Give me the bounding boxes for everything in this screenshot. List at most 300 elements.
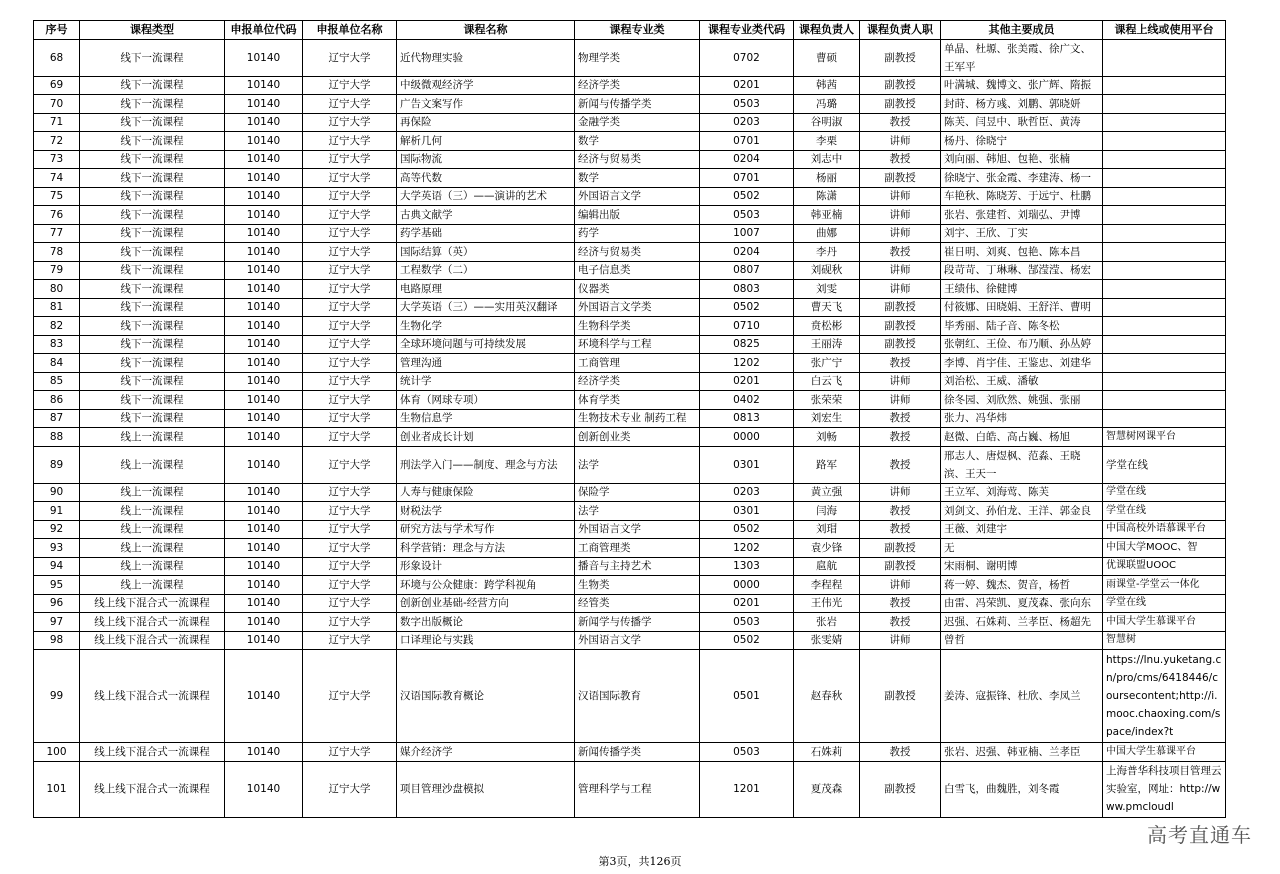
cell-lead-title: 讲师 <box>860 261 941 280</box>
cell-major-category: 数学 <box>575 132 700 151</box>
cell-major-category: 播音与主持艺术 <box>575 557 700 576</box>
cell-course-type: 线上一流课程 <box>80 557 225 576</box>
cell-lead-title: 讲师 <box>860 132 941 151</box>
cell-platform: 智慧树网课平台 <box>1103 428 1226 447</box>
cell-course-type: 线下一流课程 <box>80 335 225 354</box>
cell-major-code: 0502 <box>700 187 794 206</box>
cell-major-code: 1201 <box>700 761 794 817</box>
cell-major-code: 0503 <box>700 613 794 632</box>
cell-lead: 张广宁 <box>794 354 860 373</box>
cell-lead-title: 副教授 <box>860 76 941 95</box>
cell-unit-name: 辽宁大学 <box>303 261 397 280</box>
cell-course-name: 药学基础 <box>397 224 575 243</box>
cell-members: 段苛苛、丁琳琳、郜滢滢、杨宏 <box>941 261 1103 280</box>
table-row <box>34 594 1226 613</box>
cell-index: 80 <box>34 280 80 299</box>
cell-lead-title: 讲师 <box>860 631 941 650</box>
cell-unit-code: 10140 <box>225 76 303 95</box>
cell-lead-title: 教授 <box>860 520 941 539</box>
cell-course-type: 线上一流课程 <box>80 483 225 502</box>
cell-major-code: 0301 <box>700 446 794 483</box>
cell-lead: 刘雯 <box>794 280 860 299</box>
cell-platform: 智慧树 <box>1103 631 1226 650</box>
cell-index: 70 <box>34 95 80 114</box>
table-row <box>34 335 1226 354</box>
table-row <box>34 743 1226 762</box>
cell-index: 99 <box>34 650 80 743</box>
cell-unit-name: 辽宁大学 <box>303 743 397 762</box>
cell-lead-title: 教授 <box>860 613 941 632</box>
cell-lead-title: 副教授 <box>860 557 941 576</box>
cell-lead: 陈潇 <box>794 187 860 206</box>
cell-members: 徐冬园、刘欣然、姚强、张丽 <box>941 391 1103 410</box>
cell-lead: 白云飞 <box>794 372 860 391</box>
cell-lead-title: 教授 <box>860 243 941 262</box>
table-row <box>34 520 1226 539</box>
cell-members: 张朝红、王俭、布乃顺、孙丛婷 <box>941 335 1103 354</box>
cell-unit-code: 10140 <box>225 502 303 521</box>
cell-index: 85 <box>34 372 80 391</box>
cell-course-name: 中级微观经济学 <box>397 76 575 95</box>
cell-lead-title: 教授 <box>860 409 941 428</box>
cell-course-type: 线下一流课程 <box>80 354 225 373</box>
cell-unit-name: 辽宁大学 <box>303 132 397 151</box>
cell-course-type: 线上一流课程 <box>80 576 225 595</box>
cell-course-type: 线上一流课程 <box>80 520 225 539</box>
cell-course-name: 口译理论与实践 <box>397 631 575 650</box>
cell-index: 96 <box>34 594 80 613</box>
cell-lead-title: 副教授 <box>860 761 941 817</box>
cell-unit-code: 10140 <box>225 206 303 225</box>
cell-course-type: 线上线下混合式一流课程 <box>80 594 225 613</box>
cell-course-name: 生物信息学 <box>397 409 575 428</box>
cell-index: 93 <box>34 539 80 558</box>
table-row <box>34 95 1226 114</box>
cell-major-category: 法学 <box>575 502 700 521</box>
cell-major-code: 0825 <box>700 335 794 354</box>
table-row <box>34 280 1226 299</box>
table-row <box>34 576 1226 595</box>
cell-lead: 张雯婧 <box>794 631 860 650</box>
cell-index: 83 <box>34 335 80 354</box>
cell-platform: 上海普华科技项目管理云实验室，网址：http://www.pmcloudl <box>1103 761 1226 817</box>
cell-major-code: 0301 <box>700 502 794 521</box>
cell-major-code: 0204 <box>700 150 794 169</box>
cell-members: 崔日明、刘爽、包艳、陈本昌 <box>941 243 1103 262</box>
cell-lead: 刘砚秋 <box>794 261 860 280</box>
cell-course-name: 国际结算（英） <box>397 243 575 262</box>
cell-unit-name: 辽宁大学 <box>303 557 397 576</box>
cell-unit-code: 10140 <box>225 761 303 817</box>
cell-lead: 韩亚楠 <box>794 206 860 225</box>
cell-unit-code: 10140 <box>225 298 303 317</box>
cell-index: 89 <box>34 446 80 483</box>
cell-unit-name: 辽宁大学 <box>303 224 397 243</box>
cell-lead-title: 教授 <box>860 594 941 613</box>
cell-course-name: 高等代数 <box>397 169 575 188</box>
cell-platform: 学堂在线 <box>1103 594 1226 613</box>
cell-lead: 袁少锋 <box>794 539 860 558</box>
table-row <box>34 76 1226 95</box>
cell-lead-title: 讲师 <box>860 187 941 206</box>
cell-major-code: 0503 <box>700 743 794 762</box>
cell-lead-title: 教授 <box>860 428 941 447</box>
cell-lead: 张荣荣 <box>794 391 860 410</box>
cell-platform <box>1103 95 1226 114</box>
cell-members: 杨丹、徐晓宁 <box>941 132 1103 151</box>
cell-lead-title: 副教授 <box>860 335 941 354</box>
cell-major-code: 0501 <box>700 650 794 743</box>
cell-members: 王薇、刘建宇 <box>941 520 1103 539</box>
cell-major-code: 0502 <box>700 631 794 650</box>
cell-major-code: 0000 <box>700 428 794 447</box>
cell-lead: 刘宏生 <box>794 409 860 428</box>
cell-major-category: 经济学类 <box>575 372 700 391</box>
cell-lead-title: 副教授 <box>860 317 941 336</box>
cell-lead: 夏茂森 <box>794 761 860 817</box>
cell-course-type: 线下一流课程 <box>80 280 225 299</box>
cell-unit-code: 10140 <box>225 557 303 576</box>
cell-major-code: 1303 <box>700 557 794 576</box>
cell-major-category: 编辑出版 <box>575 206 700 225</box>
cell-lead: 谷明淑 <box>794 113 860 132</box>
cell-unit-code: 10140 <box>225 539 303 558</box>
cell-index: 72 <box>34 132 80 151</box>
cell-platform <box>1103 335 1226 354</box>
cell-members: 张岩、迟强、韩亚楠、兰孝臣 <box>941 743 1103 762</box>
cell-lead-title: 副教授 <box>860 539 941 558</box>
cell-course-type: 线上线下混合式一流课程 <box>80 650 225 743</box>
cell-major-code: 0203 <box>700 113 794 132</box>
cell-members: 刘向丽、韩旭、包艳、张楠 <box>941 150 1103 169</box>
cell-members: 刘宇、王欣、丁实 <box>941 224 1103 243</box>
cell-unit-code: 10140 <box>225 631 303 650</box>
cell-course-type: 线下一流课程 <box>80 113 225 132</box>
cell-members: 邢志人、唐煜枫、范淼、王晓滨、王天一 <box>941 446 1103 483</box>
cell-major-category: 工商管理类 <box>575 539 700 558</box>
header-members: 其他主要成员 <box>941 21 1103 40</box>
cell-members: 封莳、杨方彧、刘鹏、郭晓妍 <box>941 95 1103 114</box>
cell-members: 李博、肖宇佳、王鉴忠、刘建华 <box>941 354 1103 373</box>
cell-platform <box>1103 187 1226 206</box>
cell-lead-title: 讲师 <box>860 224 941 243</box>
cell-unit-code: 10140 <box>225 280 303 299</box>
cell-unit-name: 辽宁大学 <box>303 650 397 743</box>
cell-index: 100 <box>34 743 80 762</box>
cell-platform <box>1103 224 1226 243</box>
cell-course-name: 工程数学（二） <box>397 261 575 280</box>
cell-major-code: 0701 <box>700 132 794 151</box>
cell-members: 无 <box>941 539 1103 558</box>
cell-major-category: 药学 <box>575 224 700 243</box>
table-row <box>34 224 1226 243</box>
cell-major-category: 外国语言文学类 <box>575 298 700 317</box>
cell-members: 张岩、张建哲、刘瑞弘、尹博 <box>941 206 1103 225</box>
cell-index: 91 <box>34 502 80 521</box>
cell-major-category: 经济与贸易类 <box>575 150 700 169</box>
cell-unit-code: 10140 <box>225 113 303 132</box>
cell-major-category: 金融学类 <box>575 113 700 132</box>
cell-course-name: 研究方法与学术写作 <box>397 520 575 539</box>
cell-index: 74 <box>34 169 80 188</box>
header-lead-title: 课程负责人职 <box>860 21 941 40</box>
cell-course-name: 刑法学入门——制度、理念与方法 <box>397 446 575 483</box>
cell-unit-code: 10140 <box>225 95 303 114</box>
cell-index: 82 <box>34 317 80 336</box>
cell-major-code: 0201 <box>700 76 794 95</box>
table-row <box>34 409 1226 428</box>
cell-major-code: 0502 <box>700 520 794 539</box>
cell-unit-name: 辽宁大学 <box>303 187 397 206</box>
cell-lead-title: 教授 <box>860 113 941 132</box>
cell-unit-code: 10140 <box>225 743 303 762</box>
cell-platform <box>1103 317 1226 336</box>
cell-course-name: 广告文案写作 <box>397 95 575 114</box>
cell-lead: 王丽涛 <box>794 335 860 354</box>
cell-unit-name: 辽宁大学 <box>303 206 397 225</box>
cell-major-category: 生物技术专业 制药工程 <box>575 409 700 428</box>
cell-unit-name: 辽宁大学 <box>303 576 397 595</box>
cell-platform <box>1103 169 1226 188</box>
cell-unit-name: 辽宁大学 <box>303 502 397 521</box>
header-unit-name: 申报单位名称 <box>303 21 397 40</box>
cell-index: 84 <box>34 354 80 373</box>
table-row <box>34 483 1226 502</box>
cell-members: 姜涛、寇振锋、杜欣、李凤兰 <box>941 650 1103 743</box>
cell-unit-code: 10140 <box>225 372 303 391</box>
cell-course-type: 线上线下混合式一流课程 <box>80 631 225 650</box>
cell-course-name: 管理沟通 <box>397 354 575 373</box>
header-major-category: 课程专业类 <box>575 21 700 40</box>
cell-major-code: 0710 <box>700 317 794 336</box>
cell-index: 69 <box>34 76 80 95</box>
cell-index: 94 <box>34 557 80 576</box>
cell-lead-title: 副教授 <box>860 39 941 76</box>
cell-unit-code: 10140 <box>225 317 303 336</box>
cell-lead-title: 教授 <box>860 743 941 762</box>
cell-platform <box>1103 150 1226 169</box>
cell-course-type: 线下一流课程 <box>80 206 225 225</box>
cell-major-code: 0201 <box>700 372 794 391</box>
cell-unit-code: 10140 <box>225 613 303 632</box>
cell-lead: 闫海 <box>794 502 860 521</box>
cell-lead: 韩茜 <box>794 76 860 95</box>
cell-platform: 中国大学生慕课平台 <box>1103 743 1226 762</box>
cell-unit-name: 辽宁大学 <box>303 613 397 632</box>
cell-platform <box>1103 206 1226 225</box>
cell-course-name: 解析几何 <box>397 132 575 151</box>
cell-unit-name: 辽宁大学 <box>303 335 397 354</box>
cell-index: 81 <box>34 298 80 317</box>
table-header-row <box>34 21 1226 40</box>
cell-platform <box>1103 113 1226 132</box>
cell-members: 叶满城、魏博文、张广辉、隋振 <box>941 76 1103 95</box>
cell-unit-code: 10140 <box>225 428 303 447</box>
cell-index: 71 <box>34 113 80 132</box>
cell-unit-code: 10140 <box>225 243 303 262</box>
cell-index: 75 <box>34 187 80 206</box>
cell-unit-name: 辽宁大学 <box>303 594 397 613</box>
cell-platform <box>1103 298 1226 317</box>
cell-major-code: 0701 <box>700 169 794 188</box>
cell-unit-name: 辽宁大学 <box>303 317 397 336</box>
cell-course-name: 财税法学 <box>397 502 575 521</box>
table-row <box>34 354 1226 373</box>
cell-course-name: 大学英语（三）——实用英汉翻译 <box>397 298 575 317</box>
cell-unit-code: 10140 <box>225 650 303 743</box>
cell-course-name: 全球环境问题与可持续发展 <box>397 335 575 354</box>
cell-lead-title: 教授 <box>860 502 941 521</box>
cell-course-name: 创新创业基础-经营方向 <box>397 594 575 613</box>
cell-unit-name: 辽宁大学 <box>303 761 397 817</box>
cell-unit-code: 10140 <box>225 132 303 151</box>
cell-course-type: 线下一流课程 <box>80 224 225 243</box>
cell-course-name: 近代物理实验 <box>397 39 575 76</box>
cell-unit-code: 10140 <box>225 224 303 243</box>
cell-major-category: 新闻学与传播学 <box>575 613 700 632</box>
cell-lead-title: 讲师 <box>860 280 941 299</box>
table-row <box>34 502 1226 521</box>
cell-lead: 扈航 <box>794 557 860 576</box>
course-table <box>33 20 1226 818</box>
cell-lead: 刘志中 <box>794 150 860 169</box>
cell-members: 刘治松、王威、潘敏 <box>941 372 1103 391</box>
page-number: 第3页，共126页 <box>598 855 682 868</box>
cell-lead-title: 教授 <box>860 446 941 483</box>
cell-course-type: 线下一流课程 <box>80 150 225 169</box>
cell-members: 陈芙、闫昱中、耿哲臣、黄涛 <box>941 113 1103 132</box>
cell-members: 徐晓宁、张金霞、李建涛、杨一 <box>941 169 1103 188</box>
cell-members: 由雷、冯荣凯、夏茂森、张向东 <box>941 594 1103 613</box>
table-row <box>34 243 1226 262</box>
cell-major-category: 物理学类 <box>575 39 700 76</box>
cell-members: 蒋一婷、魏杰、贺音，杨哲 <box>941 576 1103 595</box>
cell-platform <box>1103 372 1226 391</box>
cell-members: 车艳秋、陈晓芳、于远宁、杜鹏 <box>941 187 1103 206</box>
cell-major-category: 仪器类 <box>575 280 700 299</box>
cell-course-name: 电路原理 <box>397 280 575 299</box>
cell-major-category: 管理科学与工程 <box>575 761 700 817</box>
cell-course-type: 线下一流课程 <box>80 132 225 151</box>
cell-course-name: 国际物流 <box>397 150 575 169</box>
cell-course-name: 媒介经济学 <box>397 743 575 762</box>
cell-unit-code: 10140 <box>225 335 303 354</box>
table-row <box>34 317 1226 336</box>
cell-course-name: 环境与公众健康：跨学科视角 <box>397 576 575 595</box>
cell-platform <box>1103 76 1226 95</box>
cell-major-category: 体育学类 <box>575 391 700 410</box>
cell-major-code: 0402 <box>700 391 794 410</box>
cell-major-category: 汉语国际教育 <box>575 650 700 743</box>
cell-major-code: 0807 <box>700 261 794 280</box>
cell-major-category: 新闻传播学类 <box>575 743 700 762</box>
cell-course-name: 再保险 <box>397 113 575 132</box>
cell-course-name: 古典文献学 <box>397 206 575 225</box>
cell-unit-name: 辽宁大学 <box>303 39 397 76</box>
cell-unit-code: 10140 <box>225 39 303 76</box>
table-row <box>34 113 1226 132</box>
cell-unit-code: 10140 <box>225 354 303 373</box>
cell-members: 单晶、杜塬、张美霞、徐广文、王军平 <box>941 39 1103 76</box>
table-row <box>34 650 1226 743</box>
cell-members: 宋雨桐、谢明博 <box>941 557 1103 576</box>
cell-course-name: 形象设计 <box>397 557 575 576</box>
table-row <box>34 206 1226 225</box>
cell-index: 73 <box>34 150 80 169</box>
cell-major-category: 经济学类 <box>575 76 700 95</box>
cell-major-code: 0000 <box>700 576 794 595</box>
cell-major-category: 工商管理 <box>575 354 700 373</box>
cell-major-category: 数学 <box>575 169 700 188</box>
table-row <box>34 39 1226 76</box>
cell-platform: 学堂在线 <box>1103 446 1226 483</box>
cell-course-type: 线下一流课程 <box>80 95 225 114</box>
cell-course-type: 线下一流课程 <box>80 372 225 391</box>
table-row <box>34 169 1226 188</box>
cell-major-code: 1007 <box>700 224 794 243</box>
cell-course-name: 统计学 <box>397 372 575 391</box>
cell-major-code: 0502 <box>700 298 794 317</box>
cell-course-type: 线下一流课程 <box>80 261 225 280</box>
table-row <box>34 557 1226 576</box>
cell-unit-name: 辽宁大学 <box>303 280 397 299</box>
table-row <box>34 298 1226 317</box>
cell-major-category: 外国语言文学 <box>575 187 700 206</box>
cell-index: 68 <box>34 39 80 76</box>
table-row <box>34 150 1226 169</box>
cell-course-name: 数字出版概论 <box>397 613 575 632</box>
header-major-code: 课程专业类代码 <box>700 21 794 40</box>
watermark: 高考直通车 <box>1147 823 1252 847</box>
cell-major-code: 0702 <box>700 39 794 76</box>
cell-course-type: 线上线下混合式一流课程 <box>80 613 225 632</box>
cell-major-code: 0201 <box>700 594 794 613</box>
cell-unit-name: 辽宁大学 <box>303 95 397 114</box>
cell-major-category: 生物科学类 <box>575 317 700 336</box>
cell-members: 赵微、白皓、高占巍、杨旭 <box>941 428 1103 447</box>
cell-index: 90 <box>34 483 80 502</box>
cell-major-category: 保险学 <box>575 483 700 502</box>
cell-lead: 路军 <box>794 446 860 483</box>
cell-lead-title: 讲师 <box>860 372 941 391</box>
cell-unit-name: 辽宁大学 <box>303 113 397 132</box>
cell-major-category: 经管类 <box>575 594 700 613</box>
cell-major-code: 0204 <box>700 243 794 262</box>
cell-index: 78 <box>34 243 80 262</box>
cell-unit-code: 10140 <box>225 483 303 502</box>
cell-members: 毕秀丽、陆子音、陈冬松 <box>941 317 1103 336</box>
cell-major-category: 新闻与传播学类 <box>575 95 700 114</box>
cell-members: 王立军、刘海莺、陈芙 <box>941 483 1103 502</box>
cell-unit-code: 10140 <box>225 187 303 206</box>
cell-platform <box>1103 243 1226 262</box>
cell-course-type: 线下一流课程 <box>80 169 225 188</box>
cell-course-name: 创业者成长计划 <box>397 428 575 447</box>
table-row <box>34 187 1226 206</box>
cell-lead-title: 讲师 <box>860 576 941 595</box>
cell-members: 付筱娜、田晓娟、王舒洋、曹明 <box>941 298 1103 317</box>
cell-course-name: 汉语国际教育概论 <box>397 650 575 743</box>
cell-platform <box>1103 39 1226 76</box>
cell-platform <box>1103 280 1226 299</box>
cell-lead: 刘畅 <box>794 428 860 447</box>
cell-unit-code: 10140 <box>225 391 303 410</box>
cell-unit-code: 10140 <box>225 594 303 613</box>
table-row <box>34 372 1226 391</box>
cell-major-category: 环境科学与工程 <box>575 335 700 354</box>
cell-lead-title: 讲师 <box>860 391 941 410</box>
cell-unit-code: 10140 <box>225 576 303 595</box>
